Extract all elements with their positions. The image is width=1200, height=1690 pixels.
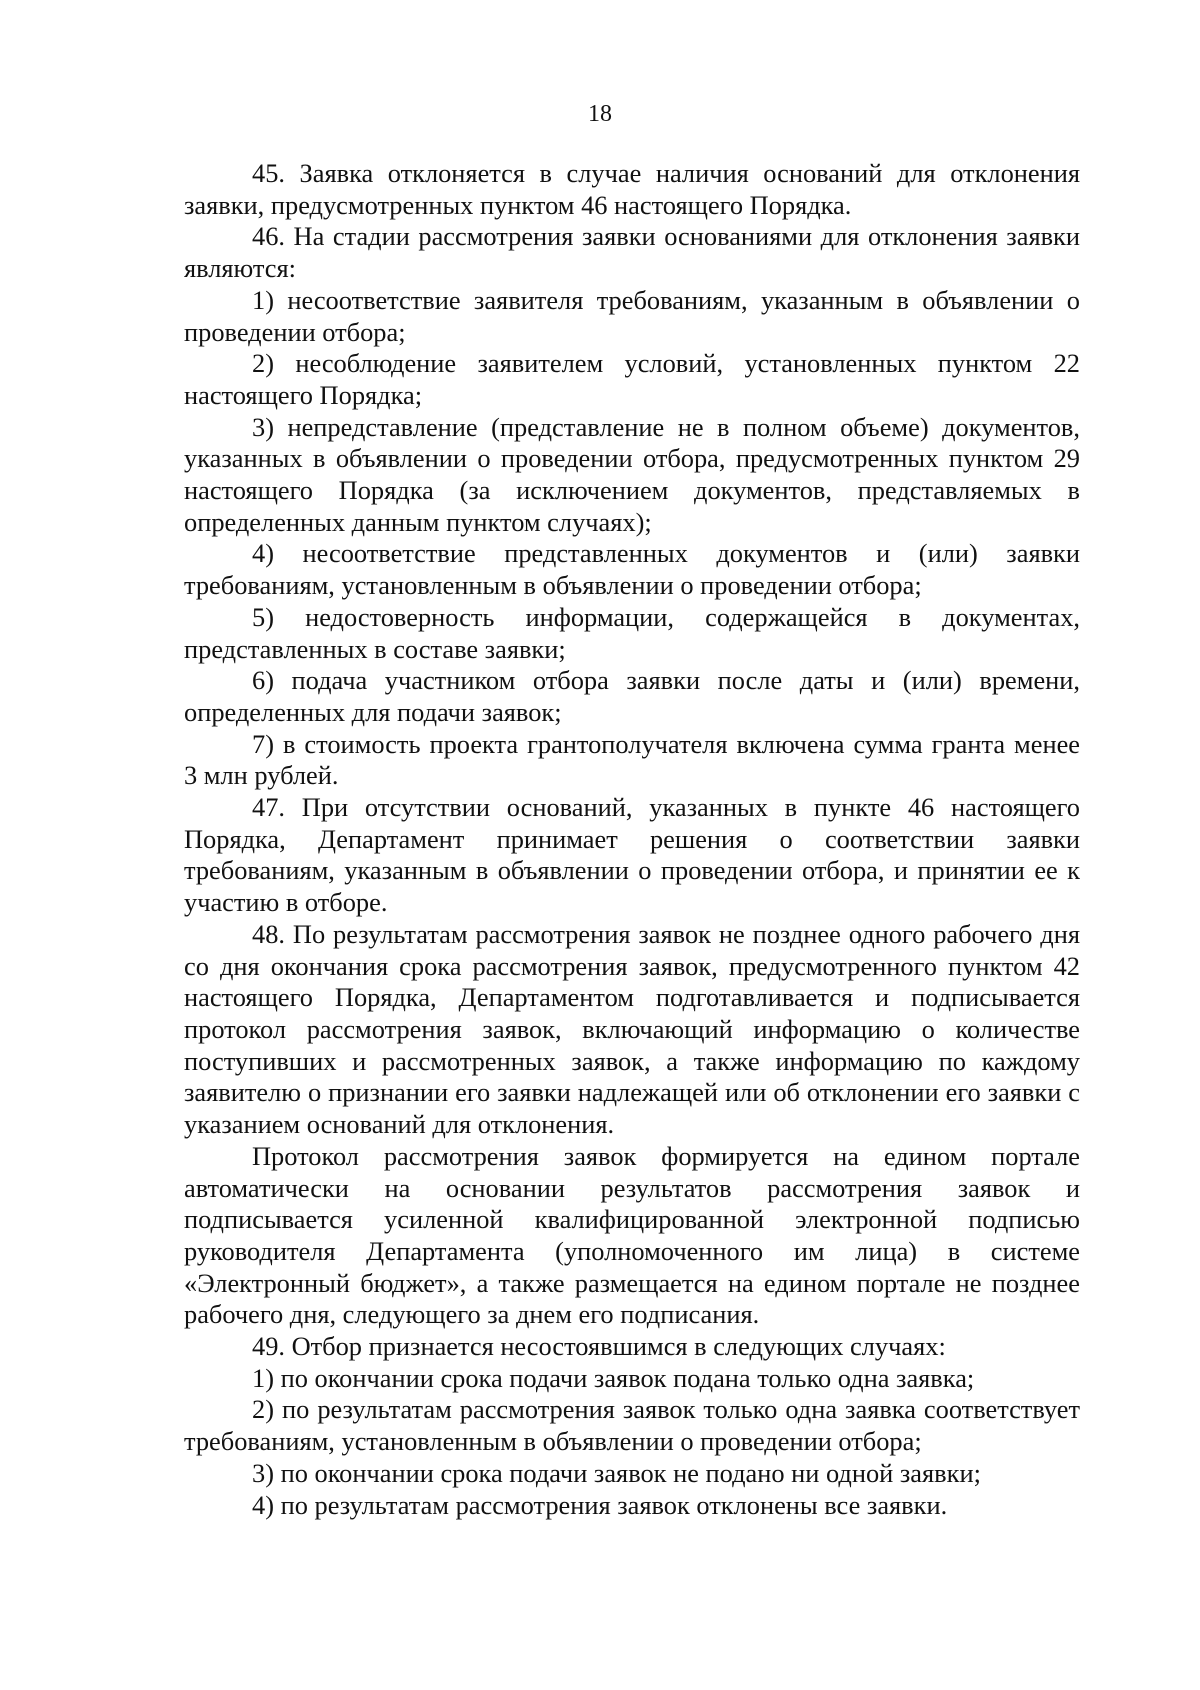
list-item-46-7: 7) в стоимость проекта грантополучателя включена сумма гранта менее 3 млн рублей. <box>184 728 1080 791</box>
page-number: 18 <box>588 101 612 127</box>
paragraph-45: 45. Заявка отклоняется в случае наличия оснований для отклонения заявки, предусмотренных пунктом 46 настоящего Порядка. <box>184 158 1080 220</box>
list-item-49-2: 2) по результатам рассмотрения заявок только одна заявка соответствует требованиям, установленным в объявлении о проведении отбора; <box>184 1394 1080 1457</box>
document-body <box>184 158 1080 1521</box>
list-item-49-3: 3) по окончании срока подачи заявок не подано ни одной заявки; <box>252 1457 981 1488</box>
list-item-49-1: 1) по окончании срока подачи заявок подана только одна заявка; <box>252 1362 975 1393</box>
paragraph-47: 47. При отсутствии оснований, указанных в пункте 46 настоящего Порядка, Департамент принимает решения о соответствии заявки требованиям, указанным в объявлении о проведении отбора, и принятии ее к участию в отборе. <box>184 792 1080 918</box>
paragraph-46: 46. На стадии рассмотрения заявки основаниями для отклонения заявки являются: <box>184 221 1080 284</box>
list-item-46-1: 1) несоответствие заявителя требованиям, указанным в объявлении о проведении отбора; <box>184 284 1080 347</box>
paragraph-48-protocol: Протокол рассмотрения заявок формируется на едином портале автоматически на основании результатов рассмотрения заявок и подписывается усиленной квалифицированной электронной подписью руководителя Департамента (уполномоченного им лица) в системе «Электронный бюджет», а также размещается на едином портале не позднее рабочего дня, следующего за днем его подписания. <box>184 1140 1080 1330</box>
paragraph-48: 48. По результатам рассмотрения заявок не позднее одного рабочего дня со дня окончания срока рассмотрения заявок, предусмотренного пунктом 42 настоящего Порядка, Департаментом подготавливается и подписывается протокол рассмотрения заявок, включающий информацию о количестве поступивших и рассмотренных заявок, а также информацию по каждому заявителю о признании его заявки надлежащей или об отклонении его заявки с указанием оснований для отклонения. <box>184 918 1080 1140</box>
paragraph-49: 49. Отбор признается несостоявшимся в следующих случаях: <box>252 1331 946 1362</box>
list-item-46-5: 5) недостоверность информации, содержащейся в документах, представленных в составе заявки; <box>184 601 1080 664</box>
list-item-49-4: 4) по результатам рассмотрения заявок отклонены все заявки. <box>252 1489 948 1520</box>
list-item-46-3: 3) непредставление (представление не в полном объеме) документов, указанных в объявлении о проведении отбора, предусмотренных пунктом 29 настоящего Порядка (за исключением документов, представляемых в определенных данным пунктом случаях); <box>184 411 1080 537</box>
list-item-46-6: 6) подача участником отбора заявки после даты и (или) времени, определенных для подачи заявок; <box>184 665 1080 727</box>
list-item-46-4: 4) несоответствие представленных документов и (или) заявки требованиям, установленным в объявлении о проведении отбора; <box>184 538 1080 601</box>
list-item-46-2: 2) несоблюдение заявителем условий, установленных пунктом 22 настоящего Порядка; <box>184 348 1080 410</box>
